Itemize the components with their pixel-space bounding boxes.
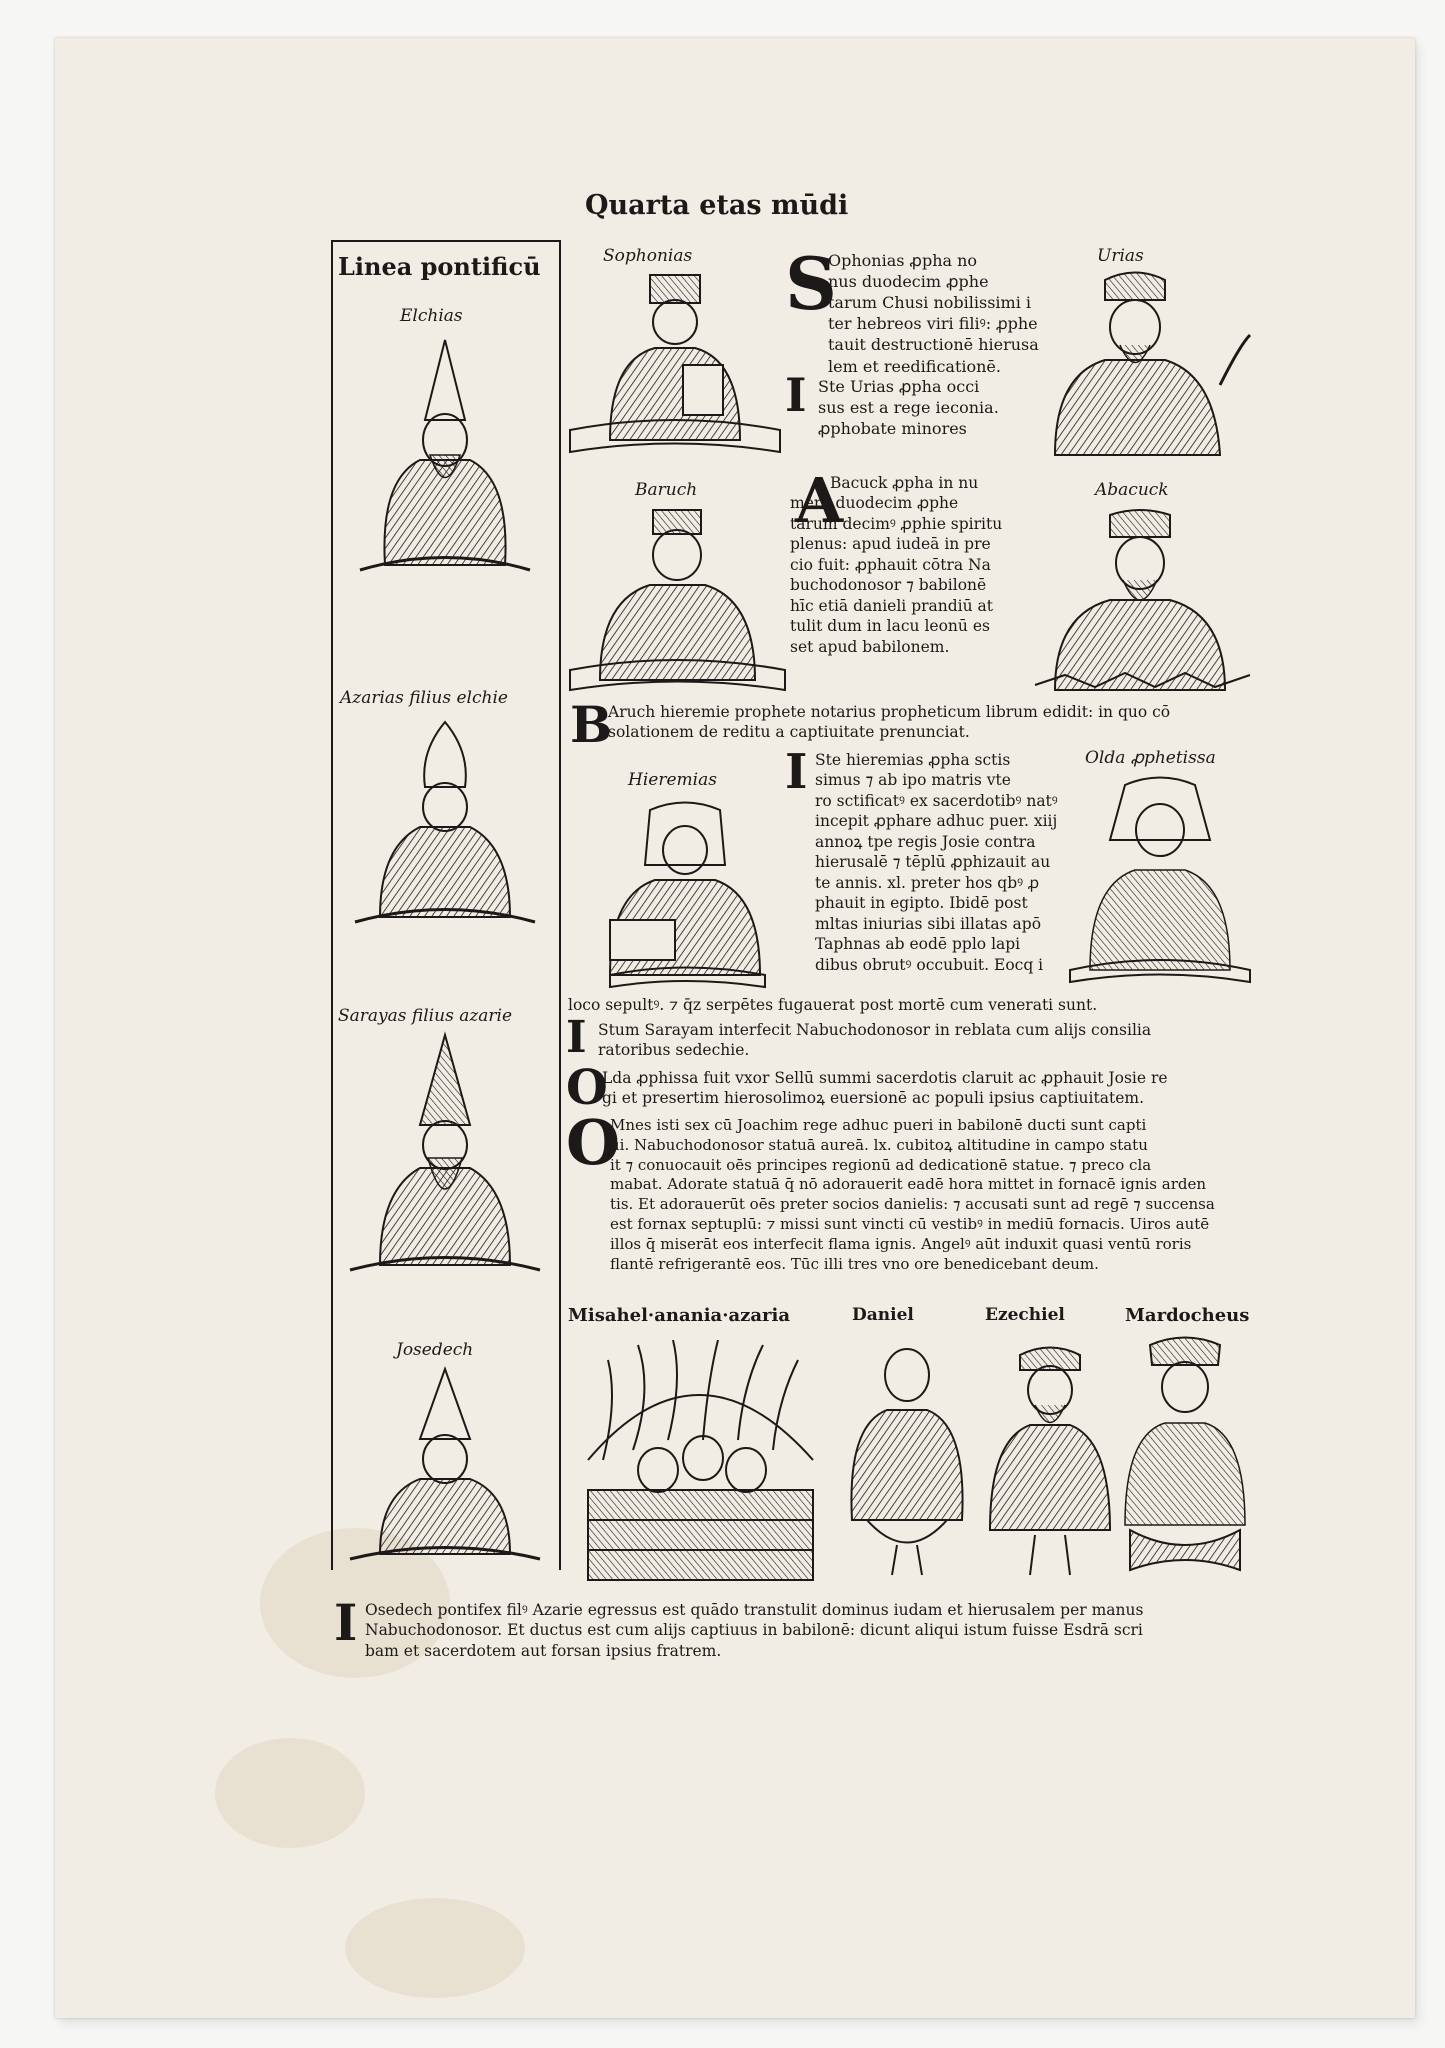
figure-mardocheus — [1110, 1335, 1260, 1580]
figure-label-daniel: Daniel — [852, 1305, 914, 1325]
paragraph-baruch: Aruch hieremie prophete notarius propheticum librum edidit: in quo cō solationem de reditu a captiuitate prenunciat. — [608, 703, 1171, 742]
figure-label-urias: Urias — [1097, 246, 1144, 266]
portrait-label-josedech: Josedech — [396, 1340, 474, 1360]
paragraph-olda: Lda ꝓphissa fuit vxor Sellū summi sacerdotis claruit ac ꝓphauit Josie re gi et presertim hierosolimoꝝ euersionē ac populi ipsius captiuitatem. — [602, 1069, 1168, 1108]
figure-label-three-youths: Misahel·anania·azaria — [568, 1305, 791, 1326]
paragraph-abacuck: Bacuck ꝓpha in nu mero duodecim ꝓphe tarum decimꝰ ꝓphie spiritu plenus: apud iudeā in pre cio fuit: ꝓphauit cōtra Na buchodonosor ⁊ babilonē hīc etiā danieli prandiū at tulit dum in lacu leonū es set apud babilonem. — [790, 474, 1003, 656]
portrait-josedech — [340, 1364, 550, 1564]
initial-urias: I — [785, 368, 807, 422]
figure-hieremias — [580, 795, 790, 990]
paragraph-hieremias: Ste hieremias ꝓpha sctis simus ⁊ ab ipo matris vte ro sctificatꝰ ex sacerdotibꝰ natꝰ incepit ꝓphare adhuc puer. xiij annoꝝ tpe regis Josie contra hierusalē ⁊ tēplū ꝓphizauit au te annis. xl. preter hos qbꝰ ꝓ phauit in egipto. Ibidē post mltas iniurias sibi illatas apō Taphnas ab eodē pplo lapi dibus obrutꝰ occubuit. Eocq i — [815, 751, 1058, 974]
paragraph-sophonias: Ophonias ꝓpha no nus duodecim ꝓphe tarum Chusi nobilissimi i ter hebreos viri filiꝰ: ꝓphe tauit destructionē hierusa lem et reedificationē. — [828, 251, 1039, 376]
initial-josedech: I — [334, 1593, 358, 1652]
figure-label-abacuck: Abacuck — [1095, 480, 1169, 500]
foxing-stain — [215, 1738, 365, 1848]
figure-daniel — [832, 1330, 982, 1580]
figure-urias — [1025, 265, 1265, 465]
portrait-elchias — [340, 330, 550, 580]
portrait-azarias — [340, 712, 550, 932]
initial-olda: O — [566, 1060, 608, 1116]
figure-label-hieremias: Hieremias — [628, 770, 717, 790]
figure-sophonias — [565, 270, 785, 460]
column-rule-top — [331, 240, 561, 242]
figure-label-ezechiel: Ezechiel — [985, 1305, 1065, 1325]
initial-baruch: B — [570, 695, 613, 754]
figure-label-baruch: Baruch — [635, 480, 698, 500]
paragraph-omnes: Mnes isti sex cū Joachim rege adhuc pueri in babilonē ducti sunt capti ui. Nabuchodonosor statuā aureā. lx. cubitoꝝ altitudine in campo statu it ⁊ conuocauit oēs principes regionū ad dedicationē statue. ⁊ preco cla mabat. Adorate statuā q̄ nō adorauerit eadē hora mittet in fornacē ignis arden tis. Et adorauerūt oēs preter socios danielis: ⁊ accusati sunt ad regē ⁊ succensa est fornax septuplū: ⁊ missi sunt vincti cū vestibꝰ in mediū fornacis. Uiros autē illos q̄ miserāt eos interfecit flama ignis. Angelꝰ aūt induxit quasi ventū roris flantē refrigerantē eos. Tūc illi tres vno ore benedicebant deum. — [610, 1116, 1215, 1273]
figure-label-sophonias: Sophonias — [603, 246, 693, 266]
figure-olda — [1060, 775, 1260, 985]
column-rule-right — [559, 240, 561, 1570]
initial-hieremias: I — [785, 744, 808, 800]
portrait-sarayas — [340, 1030, 550, 1280]
figure-label-mardocheus: Mardocheus — [1125, 1305, 1250, 1326]
initial-omnes: O — [566, 1106, 621, 1179]
figure-label-olda: Olda ꝓphetissa — [1085, 748, 1216, 768]
foxing-stain — [345, 1898, 525, 1998]
portrait-label-sarayas: Sarayas filius azarie — [338, 1006, 513, 1026]
figure-abacuck — [1025, 505, 1265, 700]
column-rule-left — [331, 240, 333, 1570]
initial-sarayas: I — [566, 1012, 587, 1063]
portrait-label-azarias: Azarias filius elchie — [340, 688, 508, 708]
figure-ezechiel — [980, 1340, 1120, 1580]
lineage-heading: Linea pontificū — [338, 252, 541, 281]
initial-abacuck: A — [795, 464, 844, 537]
portrait-label-elchias: Elchias — [400, 306, 463, 326]
page-title: Quarta etas mūdi — [585, 190, 849, 221]
initial-sophonias: S — [785, 241, 837, 326]
figure-fiery-furnace — [568, 1340, 833, 1590]
paragraph-urias: Ste Urias ꝓpha occi sus est a rege ieconia. ꝓphobate minores — [818, 377, 999, 439]
paragraph-hieremias-end: loco sepultꝰ. ⁊ q̄z serpētes fugauerat post mortē cum venerati sunt. — [568, 996, 1098, 1014]
paragraph-josedech: Osedech pontifex filꝰ Azarie egressus est quādo transtulit dominus iudam et hierusalem per manus Nabuchodonosor. Et ductus est cum alijs captiuus in babilonē: dicunt aliqui istum fuisse Esdrā scri bam et sacerdotem aut forsan ipsius fratrem. — [365, 1601, 1144, 1660]
paragraph-sarayas: Stum Sarayam interfecit Nabuchodonosor in reblata cum alijs consilia ratoribus sedechie. — [598, 1021, 1152, 1060]
figure-baruch — [565, 505, 790, 695]
